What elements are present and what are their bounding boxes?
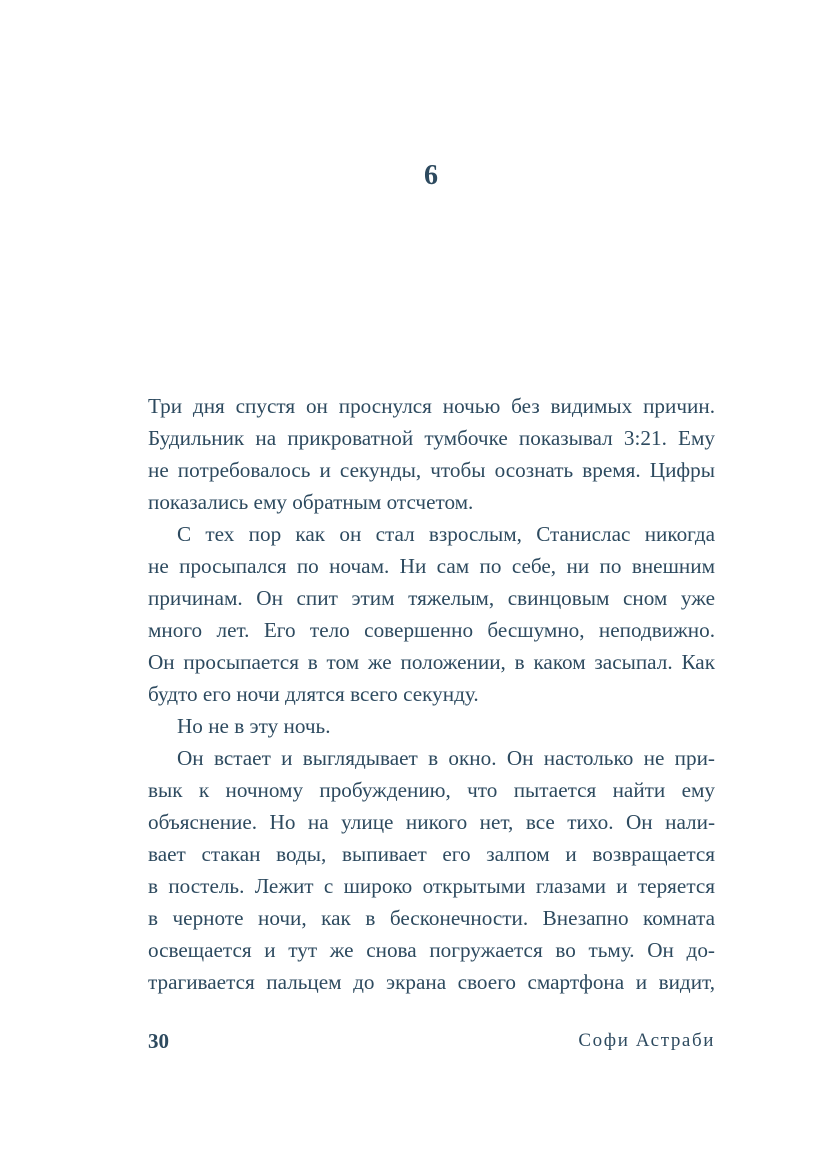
text-line: в черноте ночи, как в бесконечности. Внезапно комната (148, 906, 715, 930)
text-line: Но не в эту ночь. (177, 714, 331, 738)
text-line: объяснение. Но на улице никого нет, все тихо. Он нали- (148, 810, 715, 834)
text-line: будто его ночи длятся всего секунду. (148, 682, 479, 706)
text-line: в постель. Лежит с широко открытыми глазами и теряется (148, 874, 715, 898)
running-header: Софи Астраби (578, 1030, 715, 1051)
text-line: С тех пор как он стал взрослым, Станислас никогда (177, 522, 715, 546)
text-line: Будильник на прикроватной тумбочке показывал 3:21. Ему (148, 426, 715, 450)
text-line: много лет. Его тело совершенно бесшумно, неподвижно. (148, 618, 715, 642)
text-line: Три дня спустя он проснулся ночью без видимых причин. (148, 394, 715, 418)
text-line: показались ему обратным отсчетом. (148, 490, 474, 514)
text-line: вает стакан воды, выпивает его залпом и возвращается (148, 842, 715, 866)
text-line: трагивается пальцем до экрана своего смартфона и видит, (148, 970, 715, 994)
chapter-number: 6 (424, 160, 438, 191)
text-line: Он встает и выглядывает в окно. Он настолько не при- (177, 746, 715, 770)
text-line: не потребовалось и секунды, чтобы осознать время. Цифры (148, 458, 715, 482)
page-number: 30 (148, 1029, 169, 1053)
text-line: не просыпался по ночам. Ни сам по себе, ни по внешним (148, 554, 715, 578)
text-line: освещается и тут же снова погружается во тьму. Он до- (148, 938, 715, 962)
body-text (148, 390, 715, 998)
text-line: причинам. Он спит этим тяжелым, свинцовым сном уже (148, 586, 715, 610)
text-line: вык к ночному пробуждению, что пытается найти ему (148, 778, 715, 802)
text-line: Он просыпается в том же положении, в каком засыпал. Как (148, 650, 715, 674)
